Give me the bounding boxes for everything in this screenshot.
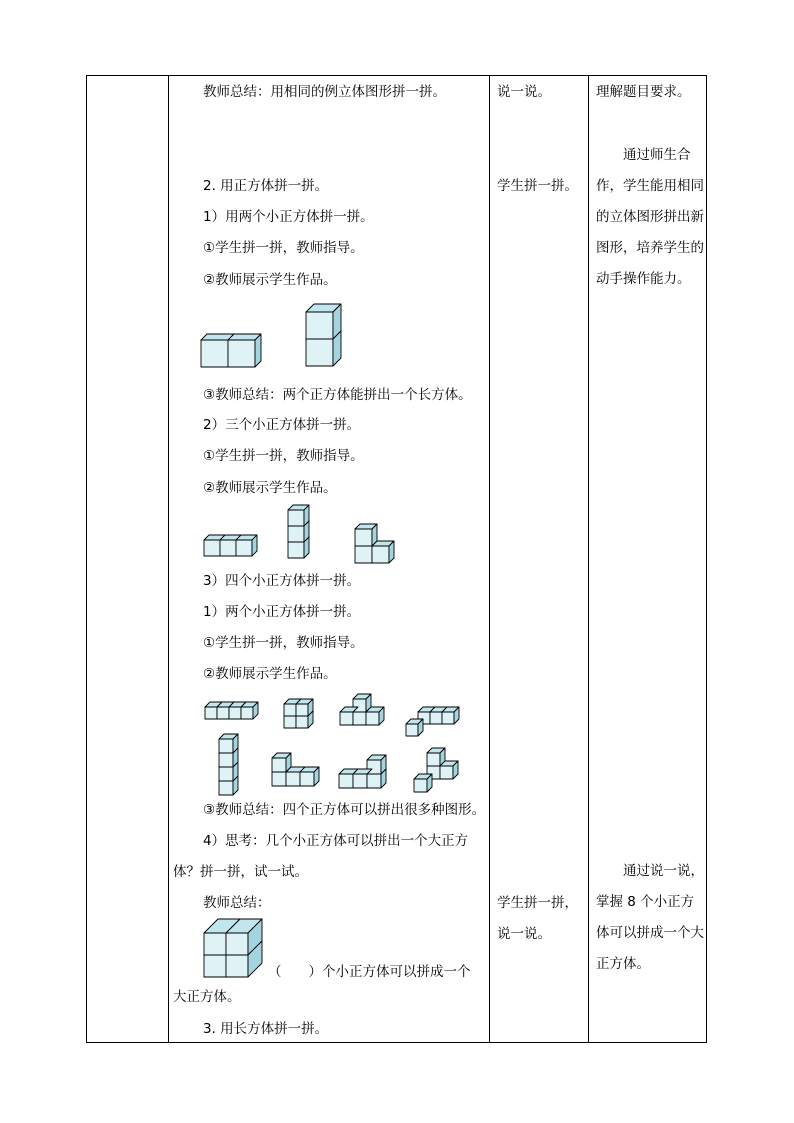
four-cubes-t-shape-figure xyxy=(339,693,394,733)
four-cubes-column-figure xyxy=(218,733,248,798)
teacher-summary-2: 教师总结： xyxy=(203,895,271,911)
four-cubes-row-figure xyxy=(204,701,274,726)
sub-step-3: 3）四个小正方体拼一拼。 xyxy=(203,573,361,589)
four-cubes-zigzag-figure xyxy=(413,747,463,792)
section-2-title: 2. 用正方体拼一拼。 xyxy=(203,178,329,194)
design-intent-2: 通过师生合作，学生能用相同的立体图形拼出新图形，培养学生的动手操作能力。 xyxy=(596,147,704,287)
four-cubes-skew-figure xyxy=(405,706,465,736)
student-activity-2: 学生拼一拼。 xyxy=(497,178,578,194)
sub-step-1-c: ③教师总结：两个正方体能拼出一个长方体。 xyxy=(203,387,472,403)
think-question-line-1: 4）思考：几个小正方体可以拼出一个大正方 xyxy=(203,833,469,849)
student-activity-3-line-2: 说一说。 xyxy=(497,926,551,942)
design-intent-1: 理解题目要求。 xyxy=(596,84,691,100)
three-cubes-row-figure xyxy=(203,534,273,564)
sub-step-3-c: ③教师总结：四个正方体可以拼出很多种图形。 xyxy=(203,802,486,818)
four-cubes-square-figure xyxy=(283,698,328,733)
sub-step-1-a: ①学生拼一拼，教师指导。 xyxy=(203,240,364,256)
section-3-title: 3. 用长方体拼一拼。 xyxy=(203,1021,329,1037)
four-cubes-l-shape-figure xyxy=(271,752,331,792)
sub-step-2-b: ②教师展示学生作品。 xyxy=(203,480,337,496)
four-cubes-j-shape-figure xyxy=(338,754,398,794)
fill-in-blank-text-2: 大正方体。 xyxy=(173,989,241,1005)
three-cubes-column-figure xyxy=(287,504,327,564)
student-activity-3-line-1: 学生拼一拼， xyxy=(497,895,578,911)
two-cubes-horizontal-figure xyxy=(200,333,280,373)
column-divider-3 xyxy=(588,76,589,1042)
column-divider-2 xyxy=(489,76,490,1042)
two-cubes-vertical-figure xyxy=(305,303,365,373)
sub-step-1-b: ②教师展示学生作品。 xyxy=(203,272,337,288)
eight-cubes-large-cube-figure xyxy=(203,918,273,983)
sub-step-3-a: ①学生拼一拼，教师指导。 xyxy=(203,635,364,651)
fill-in-blank-text: （ ）个小正方体可以拼成一个 xyxy=(268,964,471,980)
sub-step-2: 2）三个小正方体拼一拼。 xyxy=(203,417,361,433)
student-activity-1: 说一说。 xyxy=(497,84,551,100)
design-intent-3: 通过说一说，掌握 8 个小正方体可以拼成一个大正方体。 xyxy=(596,863,704,972)
teacher-summary-1: 教师总结：用相同的例立体图形拼一拼。 xyxy=(203,84,446,100)
think-question-line-2: 体？拼一拼，试一试。 xyxy=(173,864,308,880)
sub-step-1: 1）用两个小正方体拼一拼。 xyxy=(203,209,374,225)
sub-step-3-b: ②教师展示学生作品。 xyxy=(203,666,337,682)
three-cubes-l-shape-figure xyxy=(354,523,404,568)
column-divider-1 xyxy=(168,76,169,1042)
sub-step-3-1: 1）两个小正方体拼一拼。 xyxy=(203,604,361,620)
sub-step-2-a: ①学生拼一拼，教师指导。 xyxy=(203,448,364,464)
